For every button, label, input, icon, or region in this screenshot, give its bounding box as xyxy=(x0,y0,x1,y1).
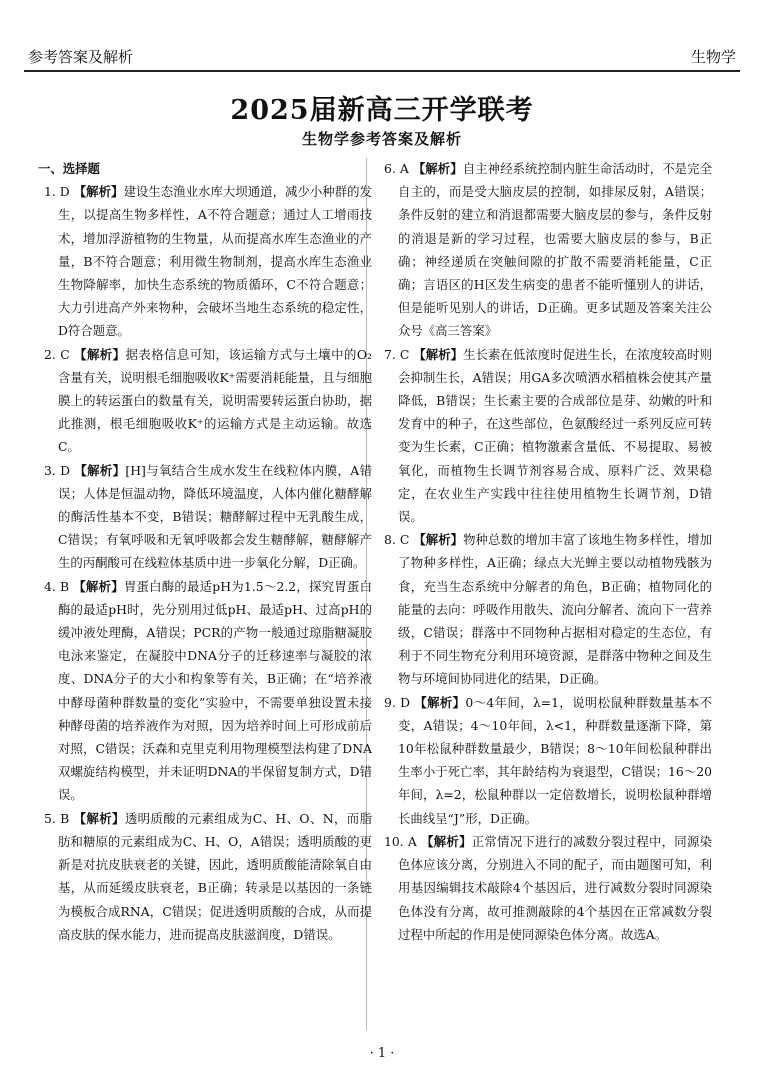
item-number: 10. A xyxy=(384,833,417,849)
item-number: 8. C xyxy=(384,532,410,548)
header-subject-label: 生物学 xyxy=(690,48,736,66)
item-text: 自主神经系统控制内脏生命活动时，不是完全自主的，而是受大脑皮层的控制，如排尿反射，A错误；条件反射的建立和消退都需要大脑皮层的参与，条件反射的消退是新的学习过程，也需要大脑皮层的参与，B正确；神经递质在突触间隙的扩散不需要消耗能量，C正确；言语区的H区发生病变的患者不能听懂别人的讲话，但是能听见别人的讲话，D正确。更多试题及答案关注公众号《高三答案》 xyxy=(398,161,712,339)
item-number: 2. C xyxy=(44,346,70,362)
item-text: 生长素在低浓度时促进生长，在浓度较高时则会抑制生长，A错误；用GA多次喷洒水稻植株会使其产量降低，B错误；生长素主要的合成部位是芽、幼嫩的叶和发育中的种子，在这些部位，色氨酸经过一系列反应可转变为生长素，C正确；植物激素含量低、不易提取、易被氧化，而植物生长调节剂容易合成、原料广泛、效果稳定，在农业生产实践中往往使用植物生长调节剂，D错误。 xyxy=(398,346,713,525)
item-text: 0～4年间，λ=1，说明松鼠种群数量基本不变，A错误；4～10年间，λ<1，种群数量逐渐下降，第10年松鼠种群数量最少，B错误；8～10年间松鼠种群出生率小于死亡率，其年龄结构为衰退型，C错误；16～20年间，λ=2，松鼠种群以一定倍数增长，说明松鼠种群增长曲线呈“J”形，D正确。 xyxy=(398,694,713,826)
item-number: 7. C xyxy=(384,346,410,362)
analysis-tag: 【解析】 xyxy=(73,184,124,200)
answer-item-6 xyxy=(384,157,712,343)
answer-item-5 xyxy=(44,807,372,946)
analysis-tag: 【解析】 xyxy=(73,810,125,826)
item-number: 4. B xyxy=(44,578,70,594)
item-text: [H]与氧结合生成水发生在线粒体内膜，A错误；人体是恒温动物，降低环境温度，人体内催化糖酵解的酶活性基本不变，B错误；糖酵解过程中无乳酸生成，C错误；有氧呼吸和无氧呼吸都会发生糖酵解，糖酵解产生的丙酮酸可在线粒体基质中进一步氧化分解，D正确。 xyxy=(58,462,372,571)
right-column xyxy=(384,157,712,946)
answer-item-10 xyxy=(384,830,712,946)
answer-item-7 xyxy=(384,343,712,529)
analysis-tag: 【解析】 xyxy=(413,346,464,362)
header-divider xyxy=(24,70,740,72)
item-number: 5. B xyxy=(44,810,70,826)
analysis-tag: 【解析】 xyxy=(414,694,466,710)
page-title: 2025届新高三开学联考 xyxy=(230,95,534,126)
page-header xyxy=(24,46,740,72)
item-text: 正常情况下进行的减数分裂过程中，同源染色体应该分离，分别进入不同的配子，而由题图可知，利用基因编辑技术敲除4个基因后，进行减数分裂时同源染色体没有分离，故可推测敲除的4个基因在正常减数分裂过程中所起的作用是使同源染色体分离。故选A。 xyxy=(398,833,713,942)
item-number: 9. D xyxy=(384,694,411,710)
section-heading: 一、选择题 xyxy=(38,161,100,176)
answer-item-4 xyxy=(44,575,372,807)
answer-item-8 xyxy=(384,528,712,690)
analysis-tag: 【解析】 xyxy=(74,462,126,478)
item-text: 胃蛋白酶的最适pH为1.5～2.2，探究胃蛋白酶的最适pH时，先分别用过低pH、最适pH、过高pH的缓冲液处理酶，A错误；PCR的产物一般通过琼脂糖凝胶电泳来鉴定，在凝胶中DNA分子的迁移速率与凝胶的浓度、DNA分子的大小和构象等有关，B正确；在“培养液中酵母菌种群数量的变化”实验中，不需要单独设置未接种酵母菌的培养液作为对照，因为培养时间上可形成前后对照，C错误；沃森和克里克利用物理模型法构建了DNA双螺旋结构模型，并未证明DNA的半保留复制方式，D错误。 xyxy=(58,578,372,803)
item-number: 3. D xyxy=(44,462,71,478)
item-number: 1. D xyxy=(44,184,70,200)
header-left-label: 参考答案及解析 xyxy=(28,48,134,66)
item-text: 物种总数的增加丰富了该地生物多样性，增加了物种多样性，A正确；绿点大光蝉主要以动植物残骸为食，充当生态系统中分解者的角色，B正确；植物同化的能量的去向：呼吸作用散失、流向分解者、流向下一营养级，C错误；群落中不同物种占据相对稳定的生态位，有利于不同生物充分利用环境资源，是群落中物种之间及生物与环境间协同进化的结果，D正确。 xyxy=(398,532,713,687)
page-number: · 1 · xyxy=(369,1046,395,1061)
analysis-tag: 【解析】 xyxy=(413,532,464,548)
item-text: 建设生态渔业水库大坝通道，减少小种群的发生，以提高生物多样性，A不符合题意；通过人工增雨技术，增加浮游植物的生物量，从而提高水库生态渔业的产量，B不符合题意；利用微生物制剂，提高水库生态渔业生物降解率，加快生态系统的物质循环，C不符合题意；大力引进高产外来物种，会破坏当地生态系统的稳定性，D符合题意。 xyxy=(58,184,372,339)
item-text: 透明质酸的元素组成为C、H、O、N，而脂肪和糖原的元素组成为C、H、O，A错误；透明质酸的更新是对抗皮肤衰老的关键，因此，透明质酸能清除氧自由基，从而延缓皮肤衰老，B正确；转录是以基因的一条链为模板合成RNA，C错误；促进透明质酸的合成，从而提高皮肤的保水能力，进而提高皮肤滋润度，D错误。 xyxy=(58,810,372,942)
page-subtitle: 生物学参考答案及解析 xyxy=(301,130,462,148)
analysis-tag: 【解析】 xyxy=(421,833,472,849)
analysis-tag: 【解析】 xyxy=(73,578,124,594)
answer-item-3 xyxy=(44,459,372,575)
answer-item-2 xyxy=(44,343,372,459)
analysis-tag: 【解析】 xyxy=(74,346,126,362)
item-text: 据表格信息可知，该运输方式与土壤中的O₂含量有关，说明根毛细胞吸收K⁺需要消耗能量，且与细胞膜上的转运蛋白的数量有关，说明需要转运蛋白协助，据此推测，根毛细胞吸收K⁺的运输方式是主动运输。故选C。 xyxy=(58,346,372,455)
item-number: 6. A xyxy=(384,161,409,176)
answer-item-9 xyxy=(384,691,712,830)
answer-item-1 xyxy=(44,180,372,342)
left-column xyxy=(38,157,372,946)
analysis-tag: 【解析】 xyxy=(412,161,463,176)
